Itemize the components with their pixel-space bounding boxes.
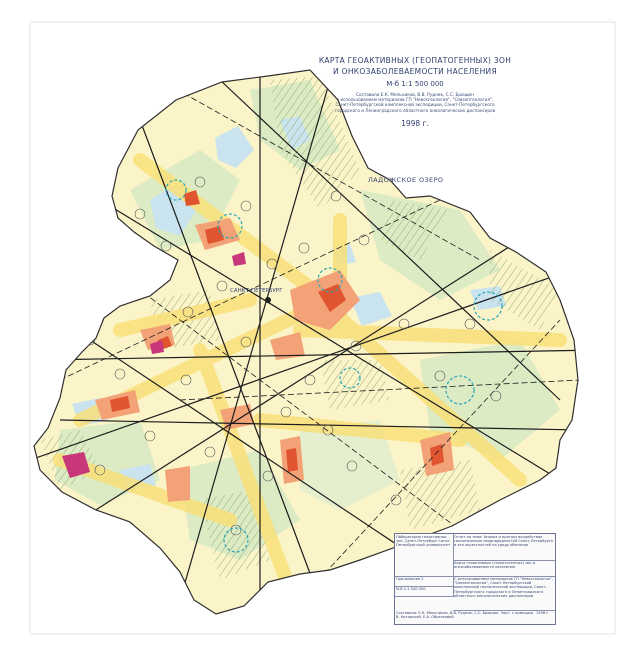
credits-line: городского и Ленинградского областного онкологических диспансеров xyxy=(334,107,496,113)
credits-line: с использованием материалов ГП "Невскгеология", "Севзапгеология", xyxy=(336,97,494,103)
title-stamp xyxy=(394,533,556,625)
stamp-report: Отчет по теме: Анализ и прогноз воздействия геологических неоднородностей Санкт-Петербурга и его окрестностей на среду обитания xyxy=(453,534,555,561)
map-title-line2: И ОНКОЗАБОЛЕВАЕМОСТИ НАСЕЛЕНИЯ xyxy=(333,67,497,76)
map-title-block xyxy=(300,56,530,128)
stamp-footer: Составили: Е.К. Мельников, В.В. Рудник, С.С. Брюшин. Черт. с помощью В. Каторской, Е.А. Обрезковой xyxy=(396,611,534,620)
stamp-sheet: Приложение 2 xyxy=(395,576,454,587)
stamp-map-name: Карта геоактивных (геопатогенных) зон и онкозаболеваемости населения xyxy=(453,560,555,577)
map-credits xyxy=(300,92,530,113)
stamp-year: 1998 г. xyxy=(536,611,550,615)
city-marker-icon xyxy=(265,297,271,303)
map-title-line1: КАРТА ГЕОАКТИВНЫХ (ГЕОПАТОГЕННЫХ) ЗОН xyxy=(318,56,512,65)
credits-line: Санкт-Петербургской комплексной экспедиции, Санкт-Петербургского xyxy=(335,102,495,108)
map-scale: М-б 1:1 500 000 xyxy=(386,80,444,88)
lake-label: ЛАДОЖСКОЕ ОЗЕРО xyxy=(368,176,444,184)
city-label: САНКТ-ПЕТЕРБУРГ xyxy=(230,288,283,294)
credits-line: Составили Е.К. Мельников, В.В. Рудник, С.С. Брюшин xyxy=(356,92,474,97)
stamp-sources: С использованием материалов ГП "Невскгеология", "Севзапгеология", Санкт-Петербургской комплексной геологической экспедиции, Санкт-Петербургского городского и Ленинградского областного онкологических диспансеров xyxy=(453,576,555,611)
stamp-scale: М-б 1:1 500 000 xyxy=(395,586,454,597)
stamp-org: Лаборатория геоактивных зон, Санкт-Петербург Санкт-Петербургский университет xyxy=(395,534,454,577)
map-year: 1998 г. xyxy=(401,118,429,128)
